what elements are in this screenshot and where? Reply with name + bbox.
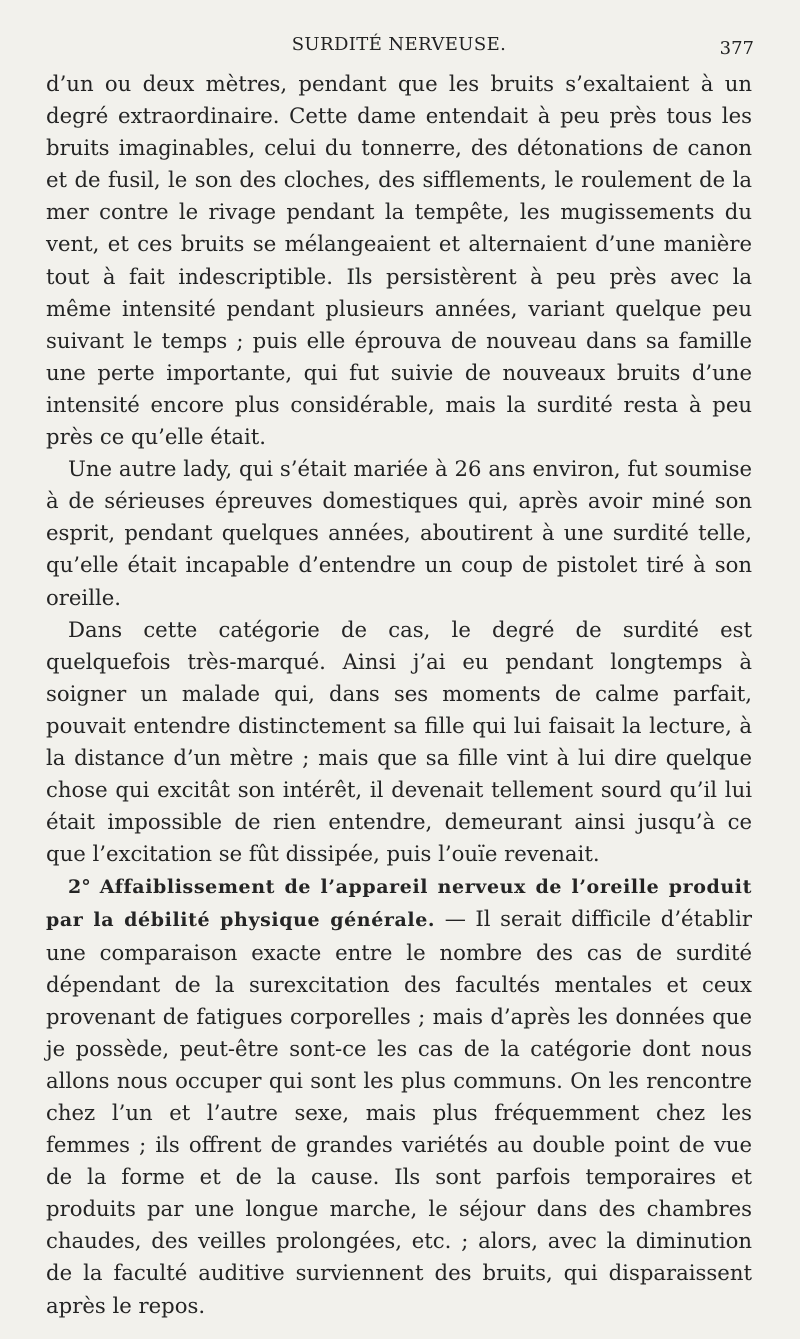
page-header (44, 34, 754, 62)
paragraph-4 (46, 870, 752, 1321)
running-head: SURDITÉ NERVEUSE. (291, 34, 507, 55)
section-number: 2° (68, 876, 91, 899)
paragraph-4-text: — Il serait difficile d’établir une comparaison exacte entre le nombre des cas de surdité dépendant de la surexcitation des facultés mentales et ceux provenant de fatigues corporelles ; mais d’après les données que je possède, peut-être sont-ce les cas de la catégorie dont nous allons nous occuper qui sont les plus communs. On les rencontre chez l’un et l’autre sexe, mais plus fréquemment chez les femmes ; ils offrent de grandes variétés au double point de vue de la forme et de la cause. Ils sont parfois temporaires et produits par une longue marche, le séjour dans des chambres chaudes, des veilles prolongées, etc. ; alors, avec la diminution de la faculté auditive surviennent des bruits, qui disparaissent après le repos. (46, 906, 752, 1318)
paragraph-2: Une autre lady, qui s’était mariée à 26 ans environ, fut soumise à de sérieuses épreuves domestiques qui, après avoir miné son esprit, pendant quelques années, aboutirent à une surdité telle, qu’elle était incapable d’entendre un coup de pistolet tiré à son oreille. (46, 456, 752, 610)
section-heading: Affaiblissement de l’appareil nerveux de l’oreille produit par la débilité physique générale. (46, 876, 752, 932)
page-number: 377 (719, 38, 754, 59)
paragraph-1: d’un ou deux mètres, pendant que les bruits s’exaltaient à un degré extraordinaire. Cette dame entendait à peu près tous les bruits imaginables, celui du tonnerre, des détonations de canon et de fusil, le son des cloches, des sifflements, le roulement de la mer contre le rivage pendant la tempête, les mugissements du vent, et ces bruits se mélangeaient et alternaient d’une manière tout à fait indescriptible. Ils persistèrent à peu près avec la même intensité pendant plusieurs années, variant quelque peu suivant le temps ; puis elle éprouva de nouveau dans sa famille une perte importante, qui fut suivie de nouveaux bruits d’une intensité encore plus considérable, mais la surdité resta à peu près ce qu’elle était. (46, 71, 752, 450)
paragraph-3: Dans cette catégorie de cas, le degré de surdité est quelquefois très-marqué. Ainsi j’ai eu pendant longtemps à soigner un malade qui, dans ses moments de calme parfait, pouvait entendre distinctement sa fille qui lui faisait la lecture, à la distance d’un mètre ; mais que sa fille vint à lui dire quelque chose qui excitât son intérêt, il devenait tellement sourd qu’il lui était impossible de rien entendre, demeurant ainsi jusqu’à ce que l’excitation se fût dissipée, puis l’ouïe revenait. (46, 616, 752, 867)
body-text (46, 68, 752, 1322)
